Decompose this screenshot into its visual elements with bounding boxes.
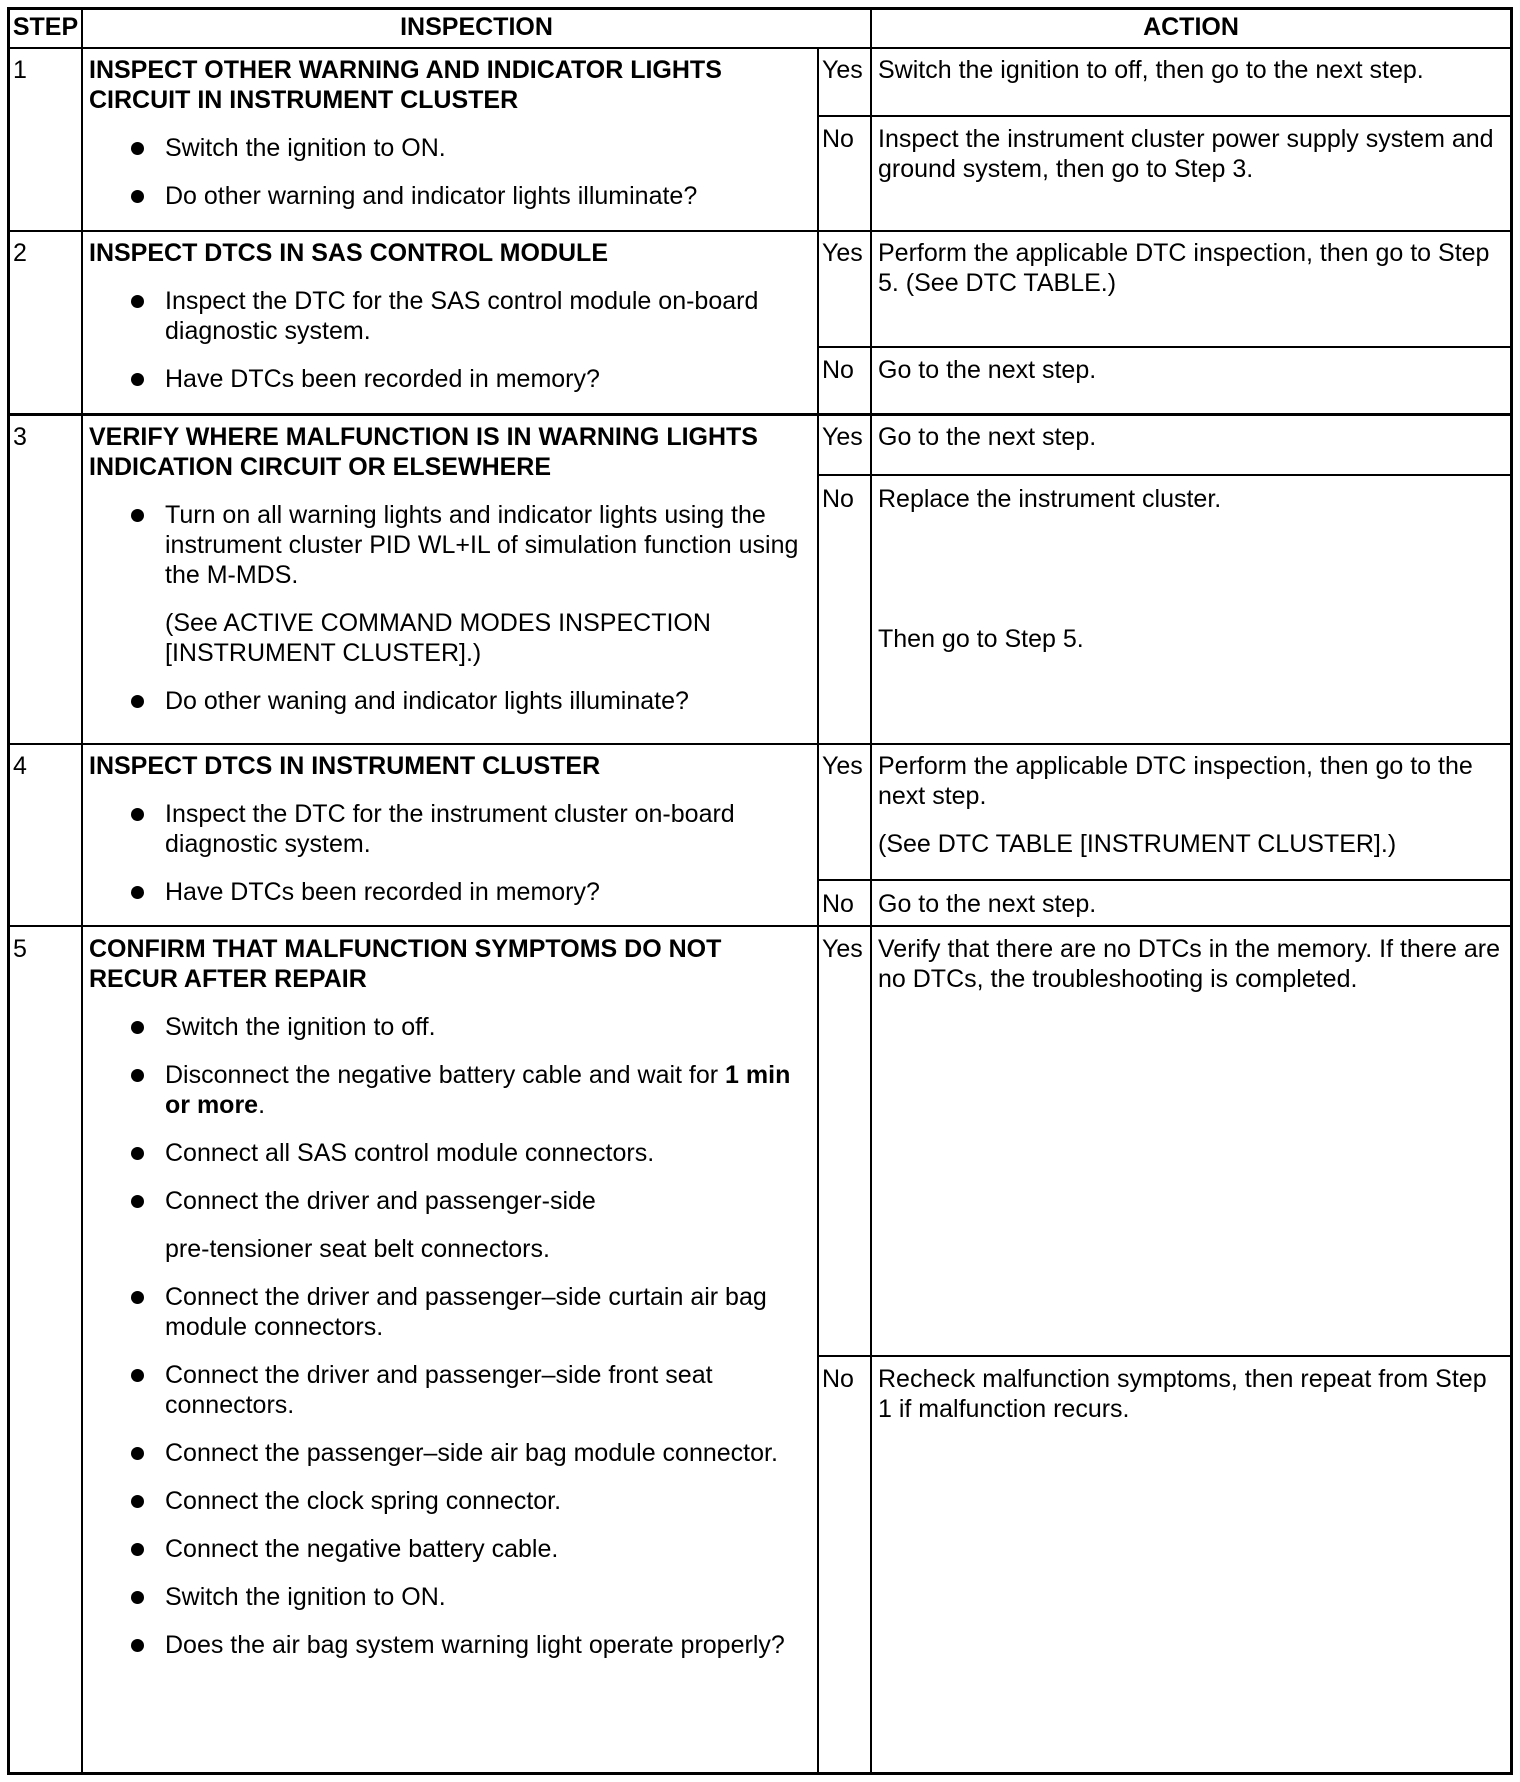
bullet-icon: [131, 509, 144, 522]
step-title: INSPECT DTCS IN INSTRUMENT CLUSTER: [89, 752, 601, 780]
bullet-icon: [131, 190, 144, 203]
reference-note: (See ACTIVE COMMAND MODES INSPECTION [INSTRUMENT CLUSTER].): [165, 609, 711, 667]
yes-action: Go to the next step.: [878, 423, 1097, 451]
table-border-right: [1510, 7, 1513, 1775]
list-item: Inspect the DTC for the instrument cluster on-board diagnostic system.: [89, 799, 811, 859]
bullet-icon: [131, 1069, 144, 1082]
no-label: No: [822, 356, 854, 384]
row-divider-1: [7, 230, 1513, 232]
yes-no-divider-5: [817, 1355, 1513, 1357]
step-number: 1: [13, 56, 27, 84]
table-border-left: [7, 7, 10, 1775]
list-item: Have DTCs been recorded in memory?: [89, 877, 811, 907]
bullet-icon: [131, 1369, 144, 1382]
yes-label: Yes: [822, 239, 863, 267]
continuation-note: pre-tensioner seat belt connectors.: [165, 1235, 550, 1263]
bullet-icon: [131, 695, 144, 708]
bullet-icon: [131, 1591, 144, 1604]
no-action: Go to the next step.: [878, 890, 1097, 918]
table-border-top: [7, 7, 1513, 10]
table-border-bottom: [7, 1772, 1513, 1775]
row-divider-3: [7, 743, 1513, 745]
step-number: 3: [13, 423, 27, 451]
bullet-icon: [131, 1543, 144, 1556]
step-3-inspection: [89, 422, 811, 734]
bullet-icon: [131, 142, 144, 155]
yes-action: Perform the applicable DTC inspection, then go to the next step. (See DTC TABLE [INSTRUMENT CLUSTER].): [878, 752, 1473, 858]
step-title: CONFIRM THAT MALFUNCTION SYMPTOMS DO NOT RECUR AFTER REPAIR: [89, 935, 722, 993]
yes-label: Yes: [822, 56, 863, 84]
list-item: Do other waning and indicator lights illuminate?: [89, 686, 811, 716]
list-item: Connect the driver and passenger–side front seat connectors.: [89, 1360, 811, 1420]
header-inspection: INSPECTION: [400, 13, 553, 41]
yes-no-divider-2: [817, 346, 1513, 348]
col-divider-action: [870, 7, 872, 1775]
bullet-icon: [131, 808, 144, 821]
step-5-inspection: [89, 934, 811, 1678]
list-item: Connect the driver and passenger–side curtain air bag module connectors.: [89, 1282, 811, 1342]
list-item: Connect the negative battery cable.: [89, 1534, 811, 1564]
list-item: Connect the clock spring connector.: [89, 1486, 811, 1516]
bullet-icon: [131, 295, 144, 308]
no-action: Replace the instrument cluster.: [878, 485, 1222, 513]
header-divider: [7, 47, 1513, 49]
bullet-icon: [131, 373, 144, 386]
list-item: Connect the driver and passenger-side: [89, 1186, 811, 1216]
step-title: VERIFY WHERE MALFUNCTION IS IN WARNING LIGHTS INDICATION CIRCUIT OR ELSEWHERE: [89, 423, 758, 481]
row-divider-2: [7, 413, 1513, 416]
yes-label: Yes: [822, 752, 863, 780]
yes-action: Perform the applicable DTC inspection, then go to Step 5. (See DTC TABLE.): [878, 239, 1490, 297]
bullet-icon: [131, 1195, 144, 1208]
yes-label: Yes: [822, 423, 863, 451]
list-item: Inspect the DTC for the SAS control module on-board diagnostic system.: [89, 286, 811, 346]
header-step: STEP: [12, 13, 79, 41]
list-item: Turn on all warning lights and indicator lights using the instrument cluster PID WL+IL of simulation function using the M-MDS.: [89, 500, 811, 590]
yes-action: Switch the ignition to off, then go to the next step.: [878, 56, 1424, 84]
list-item: Disconnect the negative battery cable and wait for 1 min or more.: [89, 1060, 811, 1120]
step-title: INSPECT OTHER WARNING AND INDICATOR LIGHTS CIRCUIT IN INSTRUMENT CLUSTER: [89, 56, 722, 114]
no-action: Inspect the instrument cluster power supply system and ground system, then go to Step 3.: [878, 125, 1494, 183]
bullet-icon: [131, 1495, 144, 1508]
no-label: No: [822, 125, 854, 153]
no-action-followup: Then go to Step 5.: [878, 625, 1084, 653]
no-action: Recheck malfunction symptoms, then repeat from Step 1 if malfunction recurs.: [878, 1365, 1487, 1423]
bullet-icon: [131, 1639, 144, 1652]
bullet-icon: [131, 1447, 144, 1460]
list-item: Do other warning and indicator lights illuminate?: [89, 181, 811, 211]
bullet-icon: [131, 886, 144, 899]
step-number: 2: [13, 239, 27, 267]
step-2-inspection: [89, 238, 811, 412]
step-4-inspection: [89, 751, 811, 925]
header-action: ACTION: [1143, 13, 1239, 41]
step-title: INSPECT DTCS IN SAS CONTROL MODULE: [89, 239, 609, 267]
yes-action: Verify that there are no DTCs in the memory. If there are no DTCs, the troubleshooting is completed.: [878, 935, 1501, 993]
no-action: Go to the next step.: [878, 356, 1097, 384]
bullet-icon: [131, 1021, 144, 1034]
bullet-icon: [131, 1147, 144, 1160]
list-item: Have DTCs been recorded in memory?: [89, 364, 811, 394]
list-item: Connect the passenger–side air bag module connector.: [89, 1438, 811, 1468]
list-item: Switch the ignition to off.: [89, 1012, 811, 1042]
no-label: No: [822, 890, 854, 918]
list-item: Does the air bag system warning light operate properly?: [89, 1630, 811, 1660]
yes-label: Yes: [822, 935, 863, 963]
list-item: Switch the ignition to ON.: [89, 133, 811, 163]
step-1-inspection: [89, 55, 811, 229]
no-label: No: [822, 485, 854, 513]
yes-no-divider-1: [817, 115, 1513, 117]
col-divider-step: [81, 7, 83, 1775]
yes-no-divider-3: [817, 474, 1513, 476]
col-divider-inspection: [817, 47, 819, 1775]
yes-no-divider-4: [817, 879, 1513, 881]
bullet-icon: [131, 1291, 144, 1304]
list-item: Connect all SAS control module connectors.: [89, 1138, 811, 1168]
step-number: 5: [13, 935, 27, 963]
step-number: 4: [13, 752, 27, 780]
no-label: No: [822, 1365, 854, 1393]
list-item: Switch the ignition to ON.: [89, 1582, 811, 1612]
